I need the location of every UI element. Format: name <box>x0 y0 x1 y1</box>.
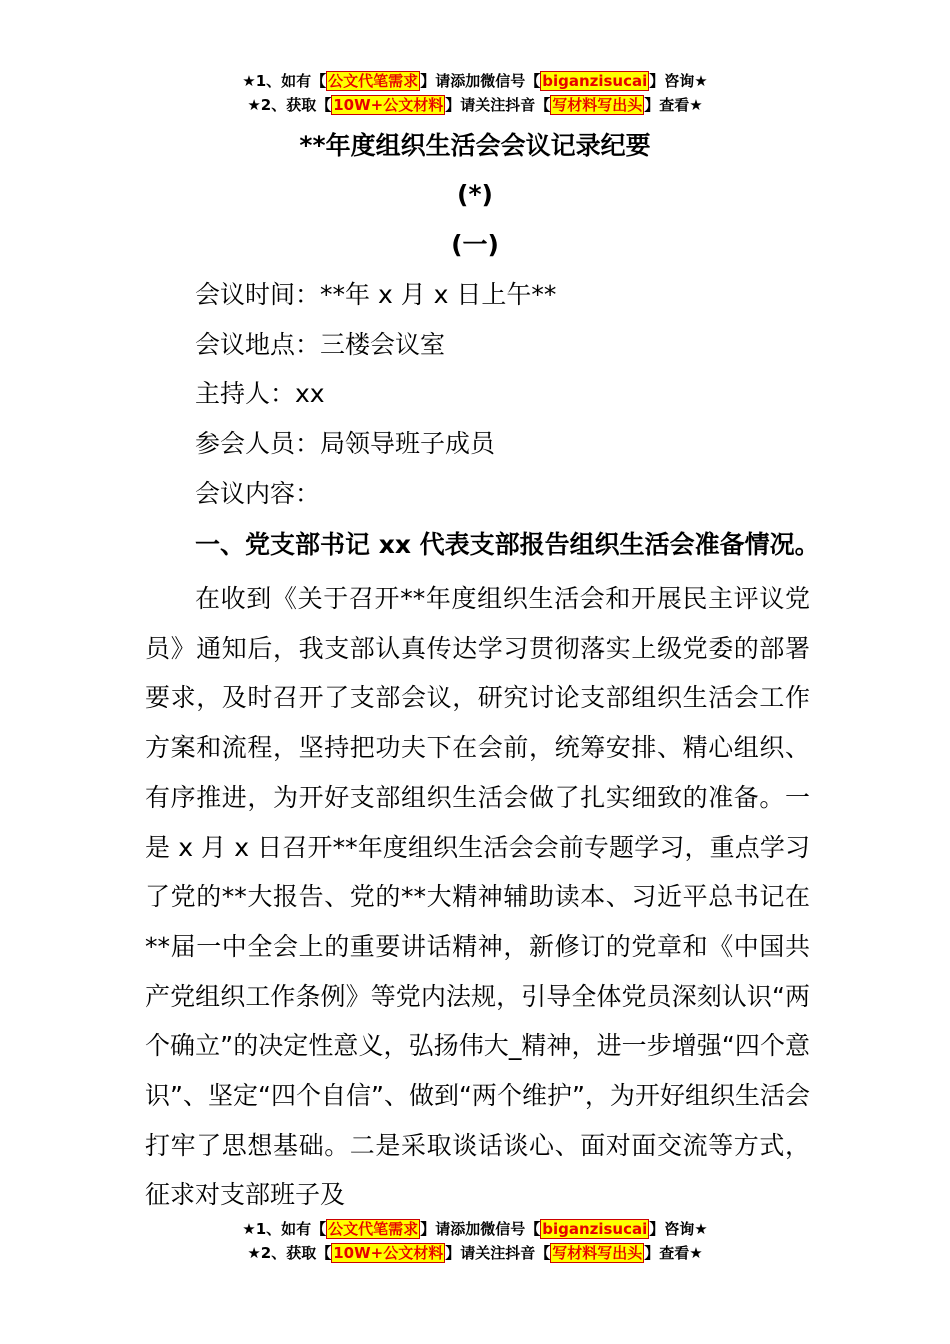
promo-banner-top <box>0 69 950 117</box>
promo-line-1: ★1、如有【 公文代笔需求 】请添加微信号【 biganzisucai 】咨询★ <box>242 72 708 90</box>
highlight-wechat-id: biganzisucai <box>542 72 648 90</box>
section-heading-1: 一、党支部书记 xx 代表支部报告组织生活会准备情况。 <box>195 530 820 559</box>
document-subtitle-2: (一) <box>451 230 499 259</box>
highlight-douyin-bottom: 写材料写出头 <box>552 1244 643 1262</box>
meeting-time: 会议时间：**年 x 月 x 日上午** <box>195 280 557 309</box>
meeting-place: 会议地点：三楼会议室 <box>195 330 446 359</box>
promo-line-1-bottom: ★1、如有【 公文代笔需求 】请添加微信号【 biganzisucai 】咨询★ <box>242 1220 708 1238</box>
promo-banner-bottom <box>0 1217 950 1265</box>
highlight-service-bottom: 公文代笔需求 <box>328 1220 419 1238</box>
document-title: **年度组织生活会会议记录纪要 <box>299 131 651 160</box>
highlight-wechat-id-bottom: biganzisucai <box>542 1220 648 1238</box>
highlight-materials: 10W+公文材料 <box>333 96 444 114</box>
promo-line-2-bottom: ★2、获取【 10W+公文材料 】请关注抖音【 写材料写出头 】查看★ <box>247 1244 703 1262</box>
highlight-materials-bottom: 10W+公文材料 <box>333 1244 444 1262</box>
highlight-service: 公文代笔需求 <box>328 72 419 90</box>
body-paragraph-1: 在收到《关于召开**年度组织生活会和开展民主评议党员》通知后，我支部认真传达学习贯彻落实上级党委的部署要求，及时召开了支部会议，研究讨论支部组织生活会工作方案和流程，坚持把功夫下在会前，统筹安排、精心组织、有序推进，为开好支部组织生活会做了扎实细致的准备。一是 x 月 x 日召开**年度组织生活会会前专题学习，重点学习了党的**大报告、党的**大精神辅助读本、习近平总书记在**届一中全会上的重要讲话精神，新修订的党章和《中国共产党组织工作条例》等党内法规，引导全体党员深刻认识“两个确立”的决定性意义，弘扬伟大_精神，进一步增强“四个意识”、坚定“四个自信”、做到“两个维护”，为开好组织生活会打牢了思想基础。二是采取谈话谈心、面对面交流等方式，征求对支部班子及 <box>145 584 810 1210</box>
meeting-attendees: 参会人员：局领导班子成员 <box>195 429 496 458</box>
meeting-content-label: 会议内容： <box>195 479 321 508</box>
meeting-host: 主持人：xx <box>195 379 325 408</box>
document-subtitle-1: (*) <box>457 180 493 209</box>
highlight-douyin: 写材料写出头 <box>552 96 643 114</box>
promo-line-2: ★2、获取【 10W+公文材料 】请关注抖音【 写材料写出头 】查看★ <box>247 96 703 114</box>
